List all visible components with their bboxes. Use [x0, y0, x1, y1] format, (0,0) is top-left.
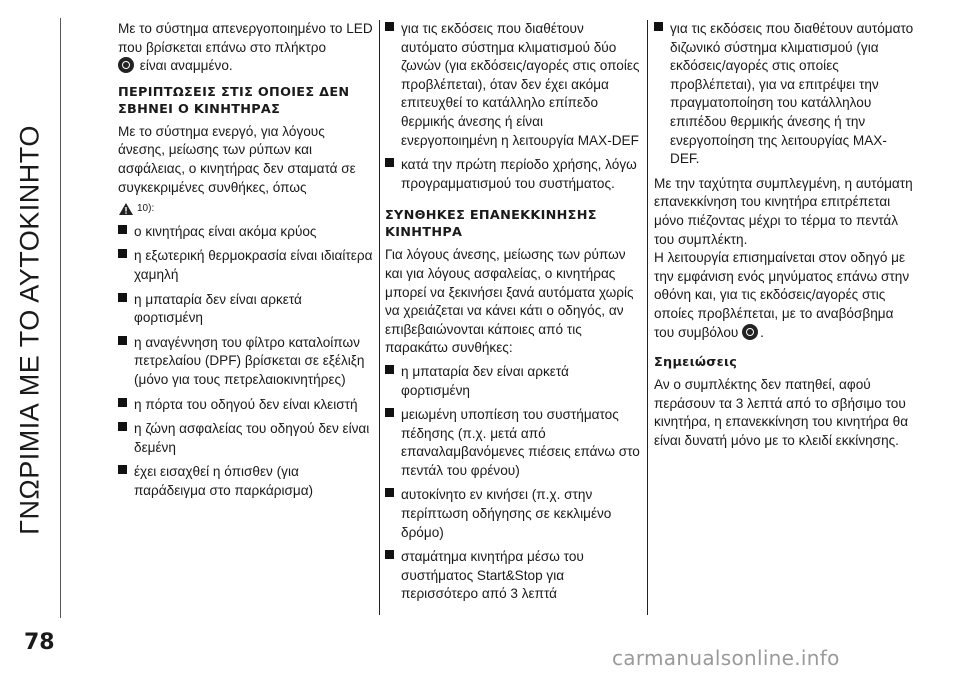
- bullet-box-icon: [118, 293, 127, 302]
- bullet-box-icon: [385, 408, 394, 417]
- intro-paragraph: [118, 20, 373, 76]
- section-heading-restart: ΣΥΝΘΗΚΕΣ ΕΠΑΝΕΚΚΙΝΗΣΗΣ ΚΙΝΗΤΗΡΑ: [385, 208, 597, 241]
- column-divider-2: [647, 20, 648, 615]
- list-item: έχει εισαχθεί η όπισθεν (για παράδειγμα στο παρκάρισμα): [118, 463, 373, 500]
- condition-list: [118, 223, 373, 501]
- restart-condition-list-continued: [654, 20, 916, 169]
- margin-rule: [60, 18, 61, 618]
- list-item: αυτοκίνητο εν κινήσει (π.χ. στην περίπτωση οδήγησης σε κεκλιμένο δρόμο): [385, 486, 641, 542]
- list-item: για τις εκδόσεις που διαθέτουν αυτόματο σύστημα κλιματισμού δύο ζωνών (για εκδόσεις/αγορές στις οποίες προβλέπεται), όταν δεν έχει ακόμα επιτευχθεί το κατάλληλο επίπεδο θερμικής άνεσης ή είναι ενεργοποιημένη η λειτουργία MAX-DEF: [385, 20, 641, 150]
- restart-condition-list: [385, 363, 641, 604]
- clutch-paragraph: Με την ταχύτητα συμπλεγμένη, η αυτόματη επανεκκίνηση του κινητήρα επιτρέπεται μόνο πιέζοντας μέχρι το τέρμα το πεντάλ του συμπλέκτη.: [654, 175, 913, 247]
- list-item: για τις εκδόσεις που διαθέτουν αυτόματο διζωνικό σύστημα κλιματισμού (για εκδόσεις/αγορές στις οποίες προβλέπεται), για να επιτρέψει την πραγματοποίηση του κατάλληλου επιπέδου θερμικής άνεσης ή την ενεργοποίηση της λειτουργίας MAX-DEF.: [654, 20, 916, 169]
- bullet-box-icon: [118, 225, 127, 234]
- list-item: σταμάτημα κινητήρα μέσω του συστήματος Start&Stop για περισσότερο από 3 λεπτά: [385, 548, 641, 604]
- bullet-box-icon: [118, 336, 127, 345]
- bullet-box-icon: [118, 398, 127, 407]
- column-divider-1: [379, 20, 380, 615]
- bullet-box-icon: [385, 550, 394, 559]
- warning-reference: [118, 200, 154, 219]
- section-paragraph: Με το σύστημα ενεργό, για λόγους άνεσης, μείωσης των ρύπων και ασφάλειας, ο κινητήρας δεν σταματά σε συγκεκριμένες συνθήκες, όπως: [118, 123, 356, 195]
- list-item: η μπαταρία δεν είναι αρκετά φορτισμένη: [118, 291, 373, 328]
- list-item: κατά την πρώτη περίοδο χρήσης, λόγω προγραμματισμού του συστήματος.: [385, 156, 641, 193]
- intro-text: Με το σύστημα απενεργοποιημένο το LED που βρίσκεται επάνω στο πλήκτρο: [118, 21, 373, 55]
- chapter-title-text: ΓΝΩΡΙΜΙΑ ΜΕ ΤΟ ΑΥΤΟΚΙΝΗΤΟ: [14, 125, 45, 535]
- list-item: ο κινητήρας είναι ακόμα κρύος: [118, 223, 373, 242]
- column-1: [118, 20, 373, 506]
- bullet-box-icon: [654, 22, 663, 31]
- bullet-box-icon: [385, 158, 394, 167]
- start-stop-icon: [118, 57, 134, 73]
- warning-triangle-icon: [118, 202, 134, 216]
- bullet-box-icon: [118, 465, 127, 474]
- indication-text: Η λειτουργία επισημαίνεται στον οδηγό με την εμφάνιση ενός μηνύματος επάνω στην οθόνη και, για τις εκδόσεις/αγορές στις οποίες προβλέπεται, με το αναβόσβημα του συμβόλου: [654, 250, 910, 340]
- column-2: [385, 20, 641, 610]
- bullet-box-icon: [385, 365, 394, 374]
- notes-heading: Σημειώσεις: [654, 355, 738, 371]
- column-3: [654, 20, 916, 455]
- start-stop-symbol-icon: [742, 324, 758, 340]
- list-item: η εξωτερική θερμοκρασία είναι ιδιαίτερα χαμηλή: [118, 247, 373, 284]
- list-item: μειωμένη υποπίεση του συστήματος πέδησης (π.χ. μετά από επαναλαμβανόμενες πιέσεις επάνω στο πεντάλ του φρένου): [385, 406, 641, 480]
- condition-list-continued: [385, 20, 641, 193]
- restart-paragraph: Για λόγους άνεσης, μείωσης των ρύπων και για λόγους ασφαλείας, ο κινητήρας μπορεί να ξεκινήσει ξανά αυτόματα χωρίς να χρειάζεται να κάνει κάτι ο οδηγός, αν επιβεβαιώνονται κάποιες από τις παρακάτω συνθήκες:: [385, 247, 634, 356]
- bullet-box-icon: [385, 22, 394, 31]
- list-item: η αναγέννηση του φίλτρο καταλοίπων πετρελαίου (DPF) βρίσκεται σε εξέλιξη (μόνο για τους πετρελαιοκινητήρες): [118, 334, 373, 390]
- list-item: η μπαταρία δεν είναι αρκετά φορτισμένη: [385, 363, 641, 400]
- list-item: η πόρτα του οδηγού δεν είναι κλειστή: [118, 396, 373, 415]
- notes-paragraph: Αν ο συμπλέκτης δεν πατηθεί, αφού περάσουν τα 3 λεπτά από το σβήσιμο του κινητήρα, η επανεκκίνηση του κινητήρα θα είναι δυνατή μόνο με το κλειδί εκκίνησης.: [654, 377, 909, 448]
- bullet-box-icon: [385, 488, 394, 497]
- intro-text-end: είναι αναμμένο.: [139, 58, 233, 74]
- watermark: carmanualsonline.info: [612, 646, 840, 670]
- section-heading-no-stop: ΠΕΡΙΠΤΩΣΕΙΣ ΣΤΙΣ ΟΠΟΙΕΣ ΔΕΝ ΣΒΗΝΕΙ Ο ΚΙΝΗΤΗΡΑΣ: [118, 84, 350, 117]
- warning-reference-text: 10):: [137, 203, 155, 215]
- page-number: 78: [24, 630, 55, 655]
- bullet-box-icon: [118, 422, 127, 431]
- list-item: η ζώνη ασφαλείας του οδηγού δεν είναι δεμένη: [118, 420, 373, 457]
- bullet-box-icon: [118, 249, 127, 258]
- indication-paragraph: Η λειτουργία επισημαίνεται στον οδηγό με την εμφάνιση ενός μηνύματος επάνω στην οθόνη και, για τις εκδόσεις/αγορές στις οποίες προβλέπεται, με το αναβόσβημα του συμβόλου .: [654, 250, 910, 340]
